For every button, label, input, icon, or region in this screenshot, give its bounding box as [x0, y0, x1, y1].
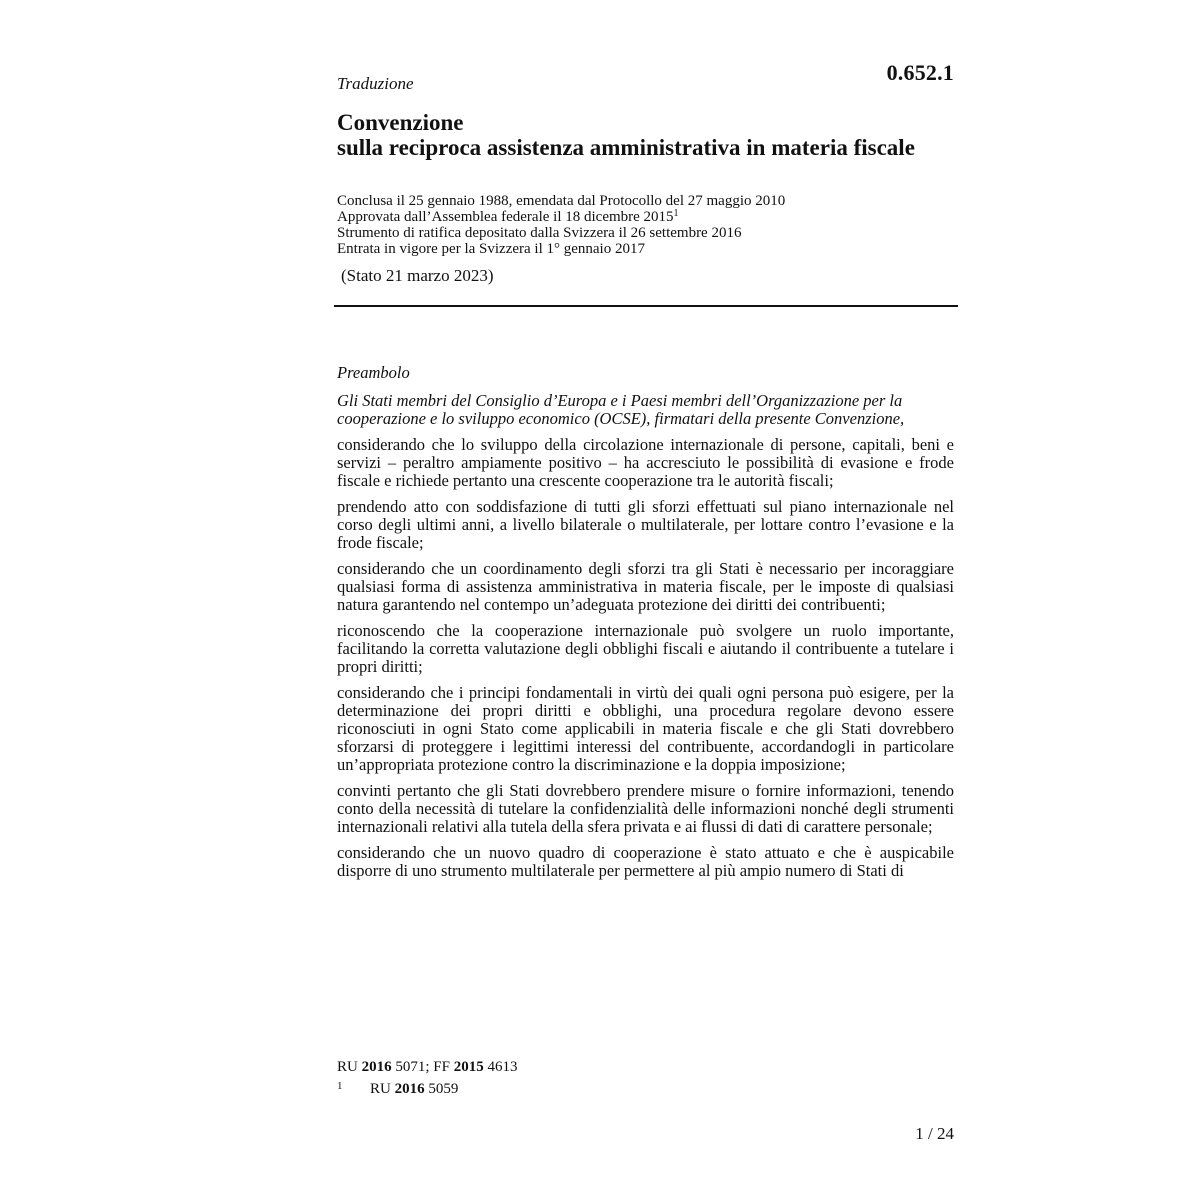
footnotes: [337, 1058, 517, 1099]
page-number: 1 / 24: [915, 1124, 954, 1143]
meta-approved: Approvata dall’Assemblea federale il 18 dicembre 2015: [337, 209, 674, 225]
ru-reference[interactable]: RU 2016 5071;: [337, 1059, 430, 1075]
footnote-marker: 1: [337, 1080, 343, 1092]
preamble-paragraph: prendendo atto con soddisfazione di tutti gli sforzi effettuati sul piano internazionale nel corso degli ultimi anni, a livello bilaterale o multilaterale, per lottare contro l’evasione e la frode fiscale;: [337, 497, 954, 552]
preamble-intro: Gli Stati membri del Consiglio d’Europa e i Paesi membri dell’Organizzazione per la cooperazione e lo sviluppo economico (OCSE), firmatari della presente Convenzione,: [337, 391, 905, 428]
meta-entry-into-force: Entrata in vigore per la Svizzera il 1° gennaio 2017: [337, 241, 645, 257]
preamble-paragraph: considerando che un coordinamento degli sforzi tra gli Stati è necessario per incoraggiare qualsiasi forma di assistenza amministrativa in materia fiscale, per le imposte di qualsiasi natura garantendo nel contempo un’adeguata protezione dei diritti dei contribuenti;: [337, 559, 954, 614]
document-title: [337, 110, 915, 160]
footnote-ref-1[interactable]: 1: [673, 208, 679, 219]
preamble-paragraph: considerando che un nuovo quadro di cooperazione è stato attuato e che è auspicabile disporre di uno strumento multilaterale per permettere al più ampio numero di Stati di: [337, 843, 954, 880]
preamble-paragraph: riconoscendo che la cooperazione internazionale può svolgere un ruolo importante, facilitando la corretta valutazione degli obblighi fiscali e aiutando il contribuente a tutelare i propri diritti;: [337, 621, 954, 676]
title-line-1: Convenzione: [337, 110, 464, 135]
footnote-1-reference[interactable]: RU 2016 5059: [370, 1081, 459, 1097]
title-line-2: sulla reciproca assistenza amministrativa in materia fiscale: [337, 135, 915, 160]
document-number: 0.652.1: [886, 60, 954, 85]
meta-concluded: Conclusa il 25 gennaio 1988, emendata dal Protocollo del 27 maggio 2010: [337, 193, 786, 209]
preamble-section: [337, 364, 954, 888]
status-date: (Stato 21 marzo 2023): [341, 266, 494, 285]
header-divider: [334, 305, 958, 307]
translation-label: Traduzione: [337, 74, 414, 93]
preamble-paragraph: considerando che i principi fondamentali in virtù dei quali ogni persona può esigere, per la determinazione dei propri diritti e obblighi, una procedura regolare devono essere riconosciuti in ogni Stato come applicabili in materia fiscale e che gli Stati dovrebbero sforzarsi di proteggere i legittimi interessi del contribuente, accordandogli in particolare un’appropriata protezione contro la discriminazione e la doppia imposizione;: [337, 683, 954, 774]
ff-reference[interactable]: FF 2015 4613: [433, 1059, 518, 1075]
preamble-paragraph: considerando che lo sviluppo della circolazione internazionale di persone, capitali, beni e servizi – peraltro ampiamente positivo – ha accresciuto le possibilità di evasione e frode fiscale e richiede pertanto una crescente cooperazione tra le autorità fiscali;: [337, 435, 954, 490]
preamble-heading: Preambolo: [337, 363, 410, 382]
document-metadata: [337, 193, 785, 257]
preamble-paragraph: convinti pertanto che gli Stati dovrebbero prendere misure o fornire informazioni, tenendo conto della necessità di tutelare la confidenzialità delle informazioni nonché degli strumenti internazionali relativi alla tutela della sfera privata e ai flussi di dati di carattere personale;: [337, 781, 954, 836]
meta-approved-line: [337, 209, 785, 225]
official-references: [337, 1058, 517, 1077]
meta-ratification: Strumento di ratifica depositato dalla Svizzera il 26 settembre 2016: [337, 225, 742, 241]
footnote-1: [337, 1077, 517, 1099]
